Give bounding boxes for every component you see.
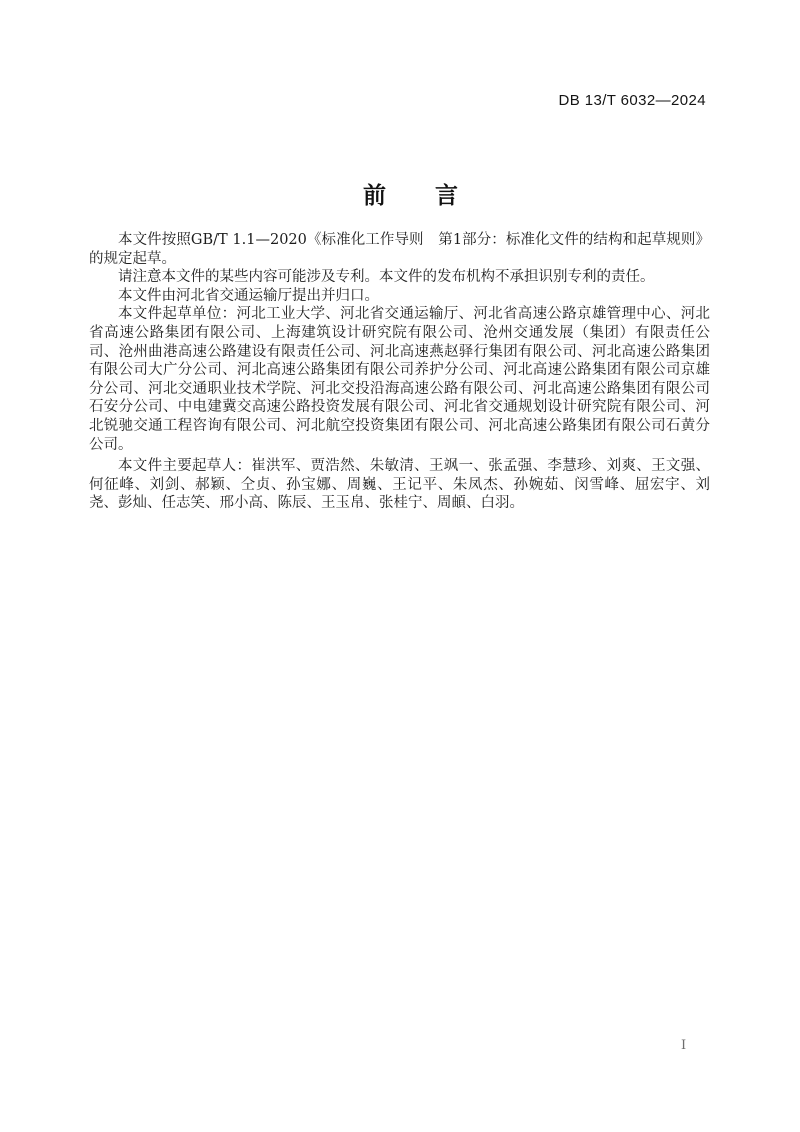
paragraph-proposing-body: 本文件由河北省交通运输厅提出并归口。 [118,287,379,304]
paragraph-drafting-organizations: 本文件起草单位：河北工业大学、河北省交通运输厅、河北省高速公路京雄管理中心、河北省高速公路集团有限公司、上海建筑设计研究院有限公司、沧州交通发展（集团）有限责任公司、沧州曲港高速公路建设有限责任公司、河北高速燕赵驿行集团有限公司、河北高速公路集团有限公司大广分公司、河北高速公路集团有限公司养护分公司、河北高速公路集团有限公司京雄分公司、河北交通职业技术学院、河北交投沿海高速公路有限公司、河北高速公路集团有限公司石安分公司、中电建冀交高速公路投资发展有限公司、河北省交通规划设计研究院有限公司、河北锐驰交通工程咨询有限公司、河北航空投资集团有限公司、河北高速公路集团有限公司石黄分公司。 [89,306,710,453]
paragraph-drafting-basis: 本文件按照GB/T 1.1—2020《标准化工作导则 第1部分：标准化文件的结构和起草规则》的规定起草。 [89,232,710,267]
paragraph-patent-notice: 请注意本文件的某些内容可能涉及专利。本文件的发布机构不承担识别专利的责任。 [118,269,655,286]
foreword-body [89,231,710,513]
page-number: I [681,1038,687,1053]
page-title: 前 言 [363,182,459,209]
paragraph-main-drafters: 本文件主要起草人：崔洪军、贾浩然、朱敏清、王飒一、张孟强、李慧珍、刘爽、王文强、何征峰、刘剑、郝颖、仝贞、孙宝娜、周巍、王记平、朱凤杰、孙婉茹、闵雪峰、屈宏宇、刘尧、彭灿、任志笑、邢小高、陈辰、王玉帛、张桂宁、周頔、白羽。 [89,458,710,512]
document-code: DB 13/T 6032—2024 [558,92,706,109]
